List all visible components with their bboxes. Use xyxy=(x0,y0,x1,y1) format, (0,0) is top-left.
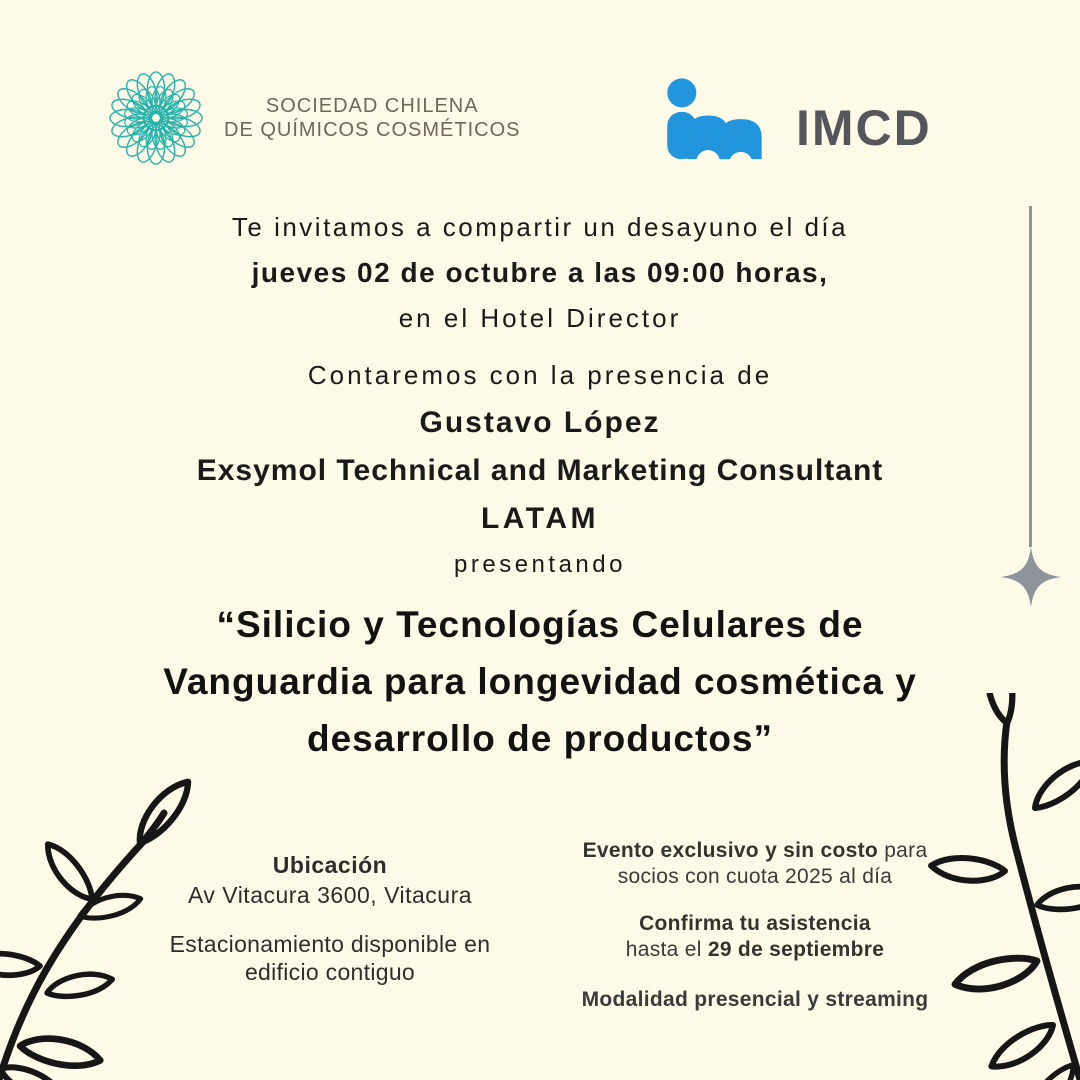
talk-title-line3: desarrollo de productos” xyxy=(306,718,773,759)
invitation-block xyxy=(0,212,1080,334)
location-address: Av Vitacura 3600, Vitacura xyxy=(187,882,473,908)
scqc-name-line2: DE QUÍMICOS COSMÉTICOS xyxy=(224,119,521,141)
scqc-name xyxy=(224,94,520,142)
exclusive-note-line2: socios con cuota 2025 al día xyxy=(617,865,893,888)
imcd-logo-lockup xyxy=(660,76,932,166)
exclusive-note-bold: Evento exclusivo y sin costo xyxy=(582,839,879,862)
parking-line2: edificio contiguo xyxy=(244,959,416,985)
parking-line1: Estacionamiento disponible en xyxy=(169,931,491,957)
speaker-intro: Contaremos con la presencia de xyxy=(307,360,773,390)
invitation-date-time: jueves 02 de octubre a las 09:00 horas, xyxy=(251,257,829,288)
invitation-line1: Te invitamos a compartir un desayuno el día xyxy=(231,212,849,242)
invitation-venue: en el Hotel Director xyxy=(398,303,682,333)
modality-note: Modalidad presencial y streaming xyxy=(581,988,929,1011)
speaker-name: Gustavo López xyxy=(419,406,661,439)
exclusive-note-regular: para xyxy=(878,839,928,862)
vertical-divider-line xyxy=(1029,206,1032,547)
talk-title-line1: “Silicio y Tecnologías Celulares de xyxy=(216,604,864,645)
scqc-name-line1: SOCIEDAD CHILENA xyxy=(265,95,479,117)
scqc-logo-lockup xyxy=(108,70,520,166)
deadline-bold: 29 de septiembre xyxy=(707,938,885,961)
botanical-branch-right-icon xyxy=(885,693,1080,1080)
talk-title-line2: Vanguardia para longevidad cosmética y xyxy=(163,661,917,702)
speaker-lead-in: presentando xyxy=(454,551,626,578)
location-heading: Ubicación xyxy=(272,852,388,878)
speaker-region: LATAM xyxy=(480,502,600,535)
botanical-branch-left-icon xyxy=(0,751,227,1080)
speaker-block xyxy=(0,360,1080,579)
sparkle-star-icon xyxy=(999,545,1063,609)
imcd-wordmark: IMCD xyxy=(796,100,932,156)
confirm-note-bold: Confirma tu asistencia xyxy=(639,912,871,935)
mandala-flower-icon xyxy=(108,70,204,166)
imcd-monogram-icon xyxy=(660,76,778,166)
speaker-role: Exsymol Technical and Marketing Consultant xyxy=(196,454,884,487)
deadline-regular: hasta el xyxy=(625,938,708,961)
